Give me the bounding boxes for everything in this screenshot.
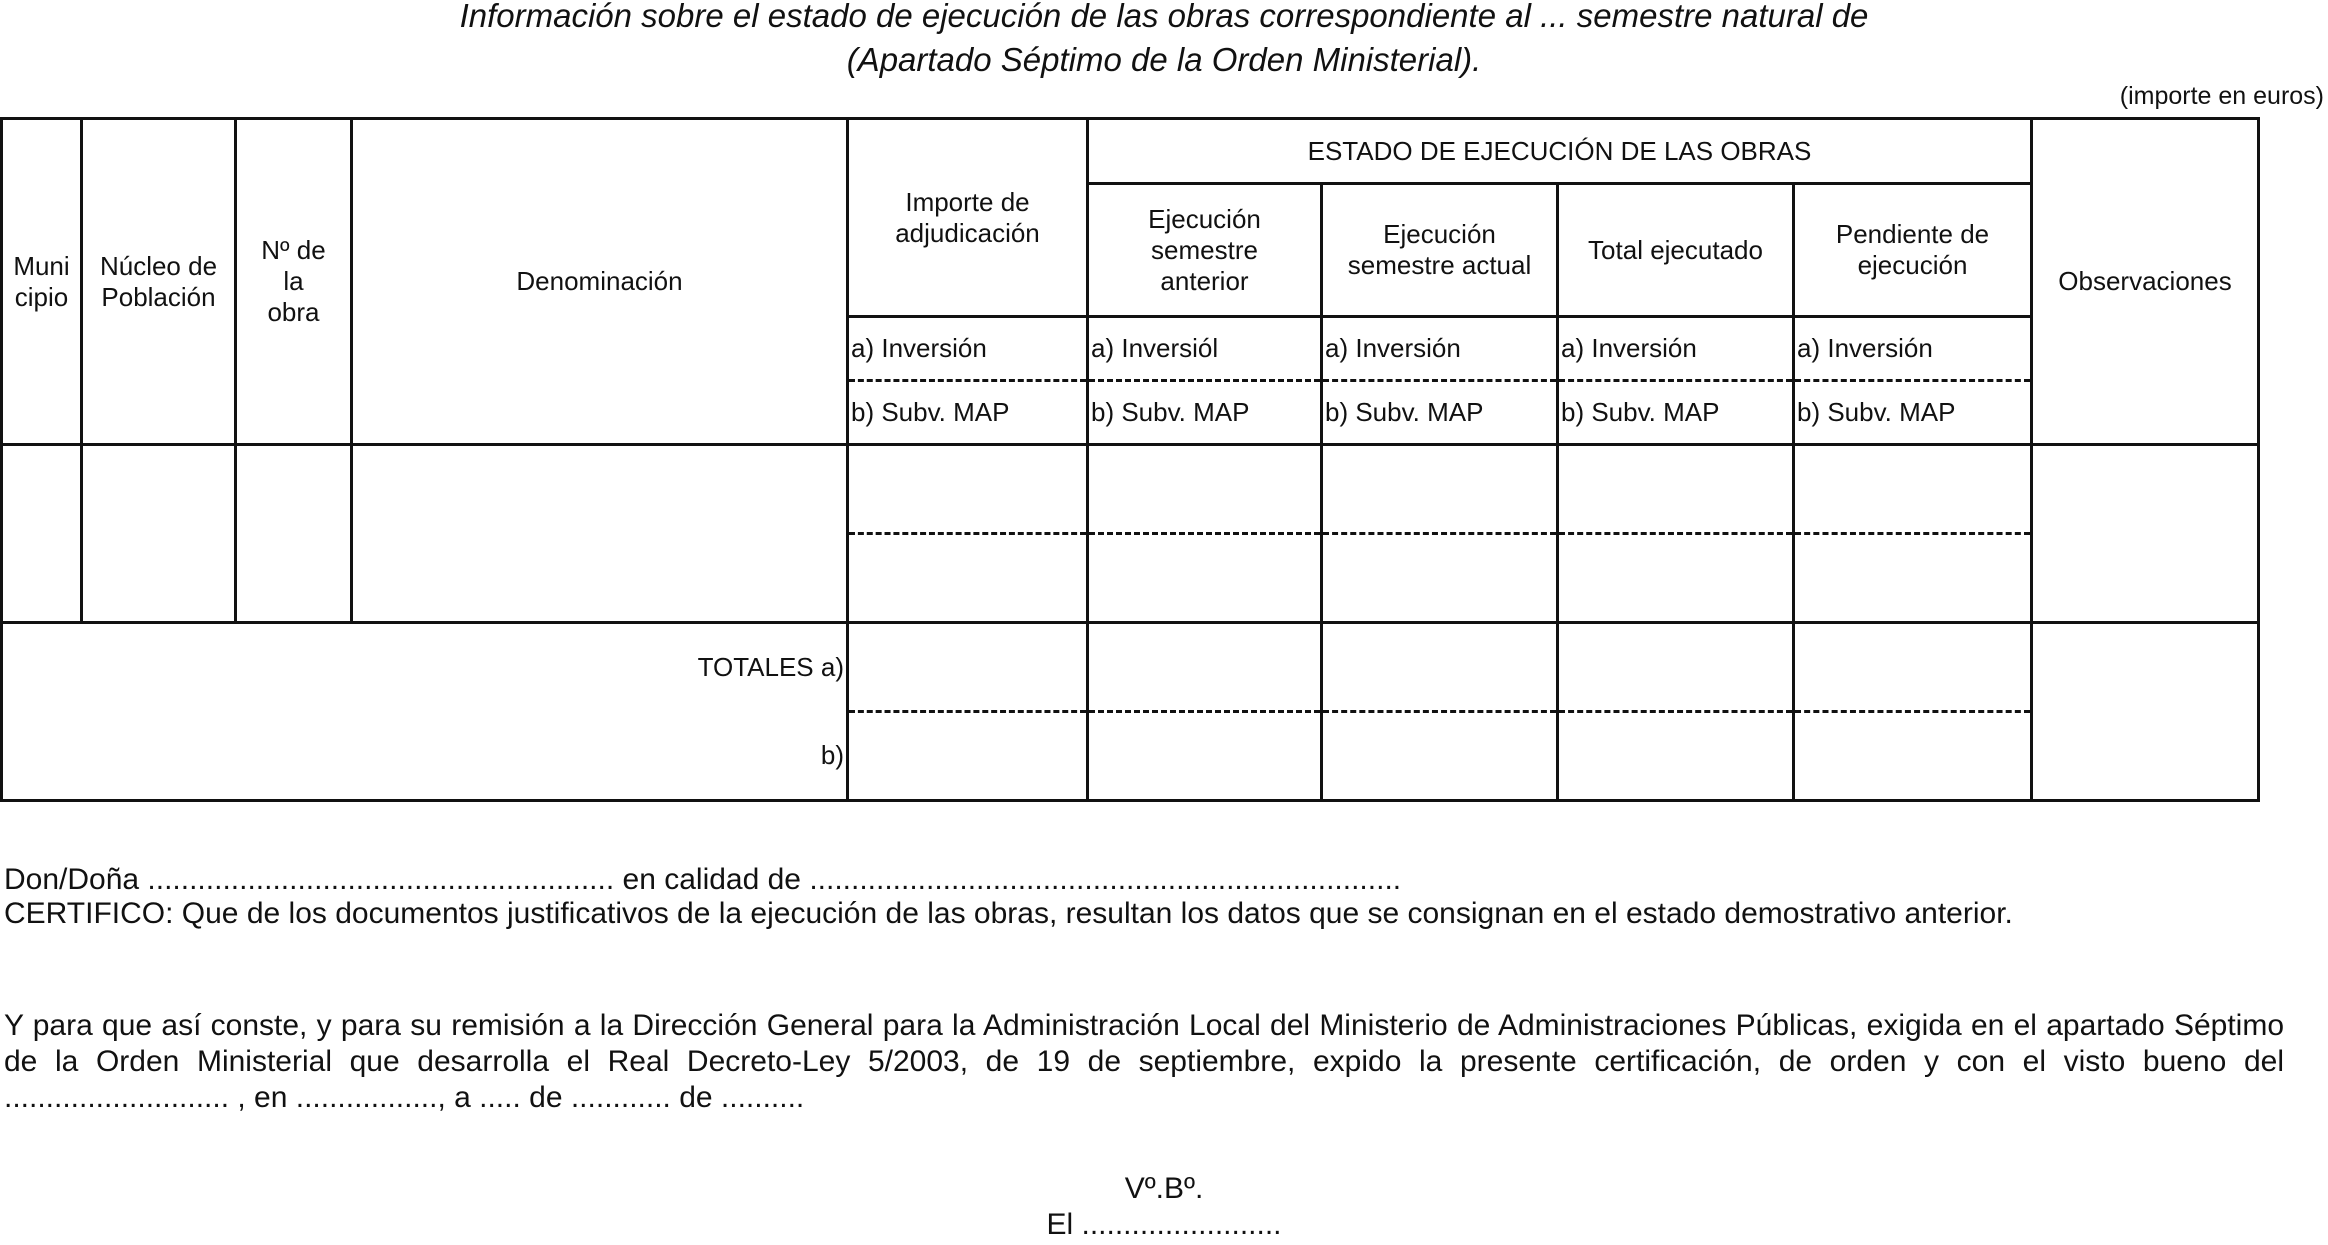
totals-row xyxy=(2,623,2259,712)
subheader-subv-map: b) Subv. MAP xyxy=(1322,381,1558,445)
cell-pendiente-a xyxy=(1794,445,2032,534)
total-ejec-anterior-a xyxy=(1088,623,1322,712)
total-pendiente-b xyxy=(1794,712,2032,801)
total-ejec-anterior-b xyxy=(1088,712,1322,801)
totales-b-label: b) xyxy=(2,712,848,801)
units-note: (importe en euros) xyxy=(2119,82,2324,110)
subheader-inversion: a) Inversión xyxy=(1322,317,1558,381)
subheader-inversion: a) Inversión xyxy=(848,317,1088,381)
header-num-obra: Nº de la obra xyxy=(236,119,352,445)
cell-ejec-anterior-a xyxy=(1088,445,1322,534)
total-pendiente-a xyxy=(1794,623,2032,712)
total-total-a xyxy=(1558,623,1794,712)
header-nucleo-poblacion: Núcleo de Población xyxy=(82,119,236,445)
subheader-subv-map: b) Subv. MAP xyxy=(1558,381,1794,445)
total-ejec-actual-b xyxy=(1322,712,1558,801)
header-estado-ejecucion: ESTADO DE EJECUCIÓN DE LAS OBRAS xyxy=(1088,119,2032,184)
header-observaciones: Observaciones xyxy=(2032,119,2259,445)
totals-row xyxy=(2,712,2259,801)
subheader-subv-map: b) Subv. MAP xyxy=(848,381,1088,445)
cell-municipio xyxy=(2,445,82,623)
total-total-b xyxy=(1558,712,1794,801)
header-total-ejecutado: Total ejecutado xyxy=(1558,184,1794,317)
total-ejec-actual-a xyxy=(1322,623,1558,712)
header-ejecucion-anterior: Ejecución semestre anterior xyxy=(1088,184,1322,317)
header-pendiente-ejecucion: Pendiente de ejecución xyxy=(1794,184,2032,317)
cell-importe-a xyxy=(848,445,1088,534)
subheader-inversion: a) Inversiól xyxy=(1088,317,1322,381)
signature-line: El ........................ xyxy=(1046,1208,1282,1241)
cell-ejec-actual-b xyxy=(1322,534,1558,623)
visto-bueno-label: Vº.Bº. xyxy=(1124,1172,1204,1205)
subheader-subv-map: b) Subv. MAP xyxy=(1088,381,1322,445)
table-row xyxy=(2,445,2259,534)
don-dona-line: Don/Doña ........................................................ en calidad de ....................................................................... xyxy=(4,863,1402,896)
cell-ejec-actual-a xyxy=(1322,445,1558,534)
remision-paragraph: Y para que así conste, y para su remisión a la Dirección General para la Administración Local del Ministerio de Administraciones Públicas, exigida en el apartado Séptimo de la Orden Ministerial que desarrolla el Real Decreto-Ley 5/2003, de 19 de septiembre, expido la presente certificación, de orden y con el visto bueno del ........................... , en ................., a ..... de ............ de .......... xyxy=(4,1009,2284,1114)
totales-a-label: TOTALES a) xyxy=(2,623,848,712)
certifico-paragraph: CERTIFICO: Que de los documentos justificativos de la ejecución de las obras, resultan los datos que se consignan en el estado demostrativo anterior. xyxy=(4,897,2013,930)
execution-status-table xyxy=(0,117,2260,802)
total-importe-a xyxy=(848,623,1088,712)
cell-num-obra xyxy=(236,445,352,623)
cell-nucleo xyxy=(82,445,236,623)
cell-total-a xyxy=(1558,445,1794,534)
subheader-inversion: a) Inversión xyxy=(1794,317,2032,381)
cell-pendiente-b xyxy=(1794,534,2032,623)
form-title-line2: (Apartado Séptimo de la Orden Ministerial). xyxy=(846,41,1482,78)
subheader-subv-map: b) Subv. MAP xyxy=(1794,381,2032,445)
cell-importe-b xyxy=(848,534,1088,623)
cell-ejec-anterior-b xyxy=(1088,534,1322,623)
total-importe-b xyxy=(848,712,1088,801)
total-observaciones xyxy=(2032,623,2259,801)
header-ejecucion-actual: Ejecución semestre actual xyxy=(1322,184,1558,317)
cell-denominacion xyxy=(352,445,848,623)
form-title-line1: Información sobre el estado de ejecución de las obras correspondiente al ... semestre natural de xyxy=(459,0,1869,34)
cell-observaciones xyxy=(2032,445,2259,623)
subheader-inversion: a) Inversión xyxy=(1558,317,1794,381)
header-denominacion: Denominación xyxy=(352,119,848,445)
header-importe-adjudicacion: Importe de adjudicación xyxy=(848,119,1088,317)
cell-total-b xyxy=(1558,534,1794,623)
header-municipio: Muni cipio xyxy=(2,119,82,445)
